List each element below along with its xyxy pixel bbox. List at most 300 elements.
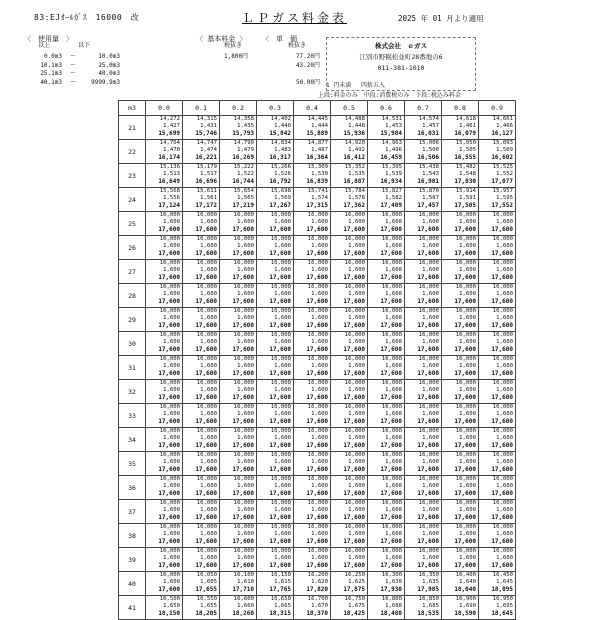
consumption-tax: 1,600 — [163, 531, 180, 538]
consumption-tax: 1,600 — [422, 531, 439, 538]
consumption-tax: 1,600 — [311, 555, 328, 562]
price-excl-tax: 16,000 — [233, 476, 254, 482]
price-excl-tax: 14,574 — [418, 116, 439, 122]
price-incl-tax: 17,600 — [417, 538, 439, 546]
price-excl-tax: 16,000 — [196, 476, 217, 482]
price-cell — [220, 500, 257, 524]
consumption-tax: 1,600 — [200, 555, 217, 562]
price-incl-tax: 17,600 — [306, 346, 328, 354]
price-incl-tax: 17,600 — [269, 394, 291, 402]
price-cell — [220, 236, 257, 260]
consumption-tax: 1,600 — [237, 219, 254, 226]
row-volume-label: 38 — [119, 524, 146, 548]
price-excl-tax: 16,000 — [492, 380, 513, 386]
consumption-tax: 1,600 — [200, 243, 217, 250]
price-incl-tax: 16,031 — [417, 130, 439, 138]
price-incl-tax: 17,600 — [195, 538, 217, 546]
consumption-tax: 1,600 — [385, 243, 402, 250]
price-cell — [294, 116, 331, 140]
usage-range-to: 25.0m3 — [98, 61, 120, 69]
price-incl-tax: 17,600 — [454, 442, 476, 450]
price-incl-tax: 17,600 — [306, 538, 328, 546]
price-incl-tax: 17,600 — [195, 394, 217, 402]
price-incl-tax: 17,600 — [380, 490, 402, 498]
price-excl-tax: 16,950 — [492, 596, 513, 602]
price-excl-tax: 16,000 — [233, 524, 254, 530]
price-incl-tax: 17,600 — [232, 370, 254, 378]
price-excl-tax: 14,272 — [159, 116, 180, 122]
price-cell — [442, 188, 479, 212]
consumption-tax: 1,600 — [348, 315, 365, 322]
consumption-tax: 1,600 — [200, 531, 217, 538]
price-incl-tax: 17,600 — [306, 514, 328, 522]
consumption-tax: 1,600 — [311, 387, 328, 394]
price-incl-tax: 17,600 — [306, 466, 328, 474]
rate-table — [118, 100, 516, 620]
consumption-tax: 1,600 — [311, 339, 328, 346]
price-excl-tax: 15,698 — [270, 188, 291, 194]
price-excl-tax: 16,000 — [196, 308, 217, 314]
price-cell — [146, 500, 183, 524]
price-excl-tax: 16,000 — [196, 548, 217, 554]
price-excl-tax: 14,661 — [492, 116, 513, 122]
price-incl-tax: 17,600 — [491, 370, 513, 378]
price-excl-tax: 14,531 — [381, 116, 402, 122]
price-excl-tax: 15,006 — [418, 140, 439, 146]
price-cell — [442, 140, 479, 164]
price-excl-tax: 16,000 — [381, 332, 402, 338]
price-excl-tax: 16,000 — [455, 212, 476, 218]
price-cell — [220, 164, 257, 188]
price-cell — [146, 428, 183, 452]
table-row — [119, 596, 516, 620]
consumption-tax: 1,600 — [274, 219, 291, 226]
price-incl-tax: 17,600 — [380, 394, 402, 402]
usage-range-row — [32, 79, 122, 88]
row-volume-label: 24 — [119, 188, 146, 212]
price-cell — [294, 500, 331, 524]
price-cell — [294, 308, 331, 332]
price-excl-tax: 16,000 — [418, 380, 439, 386]
price-cell — [442, 572, 479, 596]
price-excl-tax: 16,000 — [418, 428, 439, 434]
price-excl-tax: 16,000 — [344, 380, 365, 386]
price-incl-tax: 17,875 — [343, 586, 365, 594]
price-incl-tax: 17,600 — [491, 418, 513, 426]
consumption-tax: 1,600 — [459, 483, 476, 490]
price-cell — [479, 140, 516, 164]
price-cell — [183, 452, 220, 476]
price-incl-tax: 17,600 — [343, 466, 365, 474]
consumption-tax: 1,427 — [163, 123, 180, 130]
row-volume-label: 33 — [119, 404, 146, 428]
price-excl-tax: 16,050 — [196, 572, 217, 578]
price-cell — [294, 428, 331, 452]
unit-price-value: 77.20円 — [295, 53, 320, 60]
consumption-tax: 1,600 — [348, 387, 365, 394]
price-excl-tax: 16,000 — [492, 260, 513, 266]
unit-price-label: 〈 単 価 — [262, 35, 297, 43]
consumption-tax: 1,600 — [459, 507, 476, 514]
price-cell — [331, 236, 368, 260]
table-row — [119, 212, 516, 236]
price-cell — [220, 356, 257, 380]
price-excl-tax: 16,000 — [418, 404, 439, 410]
price-incl-tax: 17,600 — [417, 274, 439, 282]
consumption-tax: 1,578 — [348, 195, 365, 202]
consumption-tax: 1,600 — [311, 243, 328, 250]
price-incl-tax: 17,600 — [232, 394, 254, 402]
price-cell — [331, 140, 368, 164]
price-incl-tax: 17,600 — [269, 418, 291, 426]
consumption-tax: 1,600 — [496, 267, 513, 274]
price-incl-tax: 17,600 — [232, 514, 254, 522]
price-excl-tax: 16,000 — [344, 212, 365, 218]
price-cell — [146, 548, 183, 572]
price-incl-tax: 17,600 — [343, 562, 365, 570]
company-name: 株式会社 ｅガス — [375, 42, 427, 50]
basic-fee-value: 1,800円 — [224, 53, 249, 60]
price-cell — [220, 308, 257, 332]
price-cell — [146, 284, 183, 308]
price-excl-tax: 15,395 — [381, 164, 402, 170]
price-cell — [442, 164, 479, 188]
price-cell — [146, 260, 183, 284]
price-cell — [294, 212, 331, 236]
price-incl-tax: 15,984 — [380, 130, 402, 138]
price-incl-tax: 17,600 — [454, 322, 476, 330]
row-volume-label: 36 — [119, 476, 146, 500]
unit-price-values — [280, 53, 320, 87]
rounding-note: 1 円未満 四捨五入 — [326, 82, 385, 89]
consumption-tax: 1,600 — [348, 219, 365, 226]
consumption-tax: 1,600 — [385, 363, 402, 370]
price-excl-tax: 16,000 — [270, 356, 291, 362]
price-excl-tax: 16,000 — [381, 524, 402, 530]
consumption-tax: 1,600 — [237, 267, 254, 274]
price-cell — [294, 284, 331, 308]
price-incl-tax: 17,600 — [195, 298, 217, 306]
consumption-tax: 1,474 — [200, 147, 217, 154]
price-cell — [479, 596, 516, 620]
price-excl-tax: 16,000 — [344, 356, 365, 362]
price-incl-tax: 17,600 — [454, 466, 476, 474]
price-cell — [405, 164, 442, 188]
price-cell — [368, 500, 405, 524]
consumption-tax: 1,591 — [459, 195, 476, 202]
usage-range-from: 0.0m3 — [43, 53, 62, 60]
price-incl-tax: 18,315 — [269, 610, 291, 618]
usage-range-row — [32, 53, 122, 62]
price-cell — [183, 404, 220, 428]
price-incl-tax: 17,600 — [158, 586, 180, 594]
price-incl-tax: 17,600 — [306, 418, 328, 426]
price-cell — [294, 476, 331, 500]
price-incl-tax: 17,600 — [158, 250, 180, 258]
consumption-tax: 1,600 — [311, 507, 328, 514]
price-cell — [368, 548, 405, 572]
price-incl-tax: 17,600 — [269, 346, 291, 354]
price-incl-tax: 16,887 — [343, 178, 365, 186]
price-incl-tax: 17,600 — [343, 226, 365, 234]
price-incl-tax: 17,600 — [158, 562, 180, 570]
price-excl-tax: 16,000 — [307, 236, 328, 242]
usage-range-from: 25.1m3 — [40, 70, 62, 77]
price-cell — [220, 404, 257, 428]
price-incl-tax: 17,600 — [380, 226, 402, 234]
price-incl-tax: 17,600 — [417, 466, 439, 474]
consumption-tax: 1,600 — [496, 435, 513, 442]
price-excl-tax: 16,000 — [159, 548, 180, 554]
price-excl-tax: 15,525 — [492, 164, 513, 170]
price-incl-tax: 17,600 — [491, 250, 513, 258]
price-excl-tax: 16,000 — [196, 260, 217, 266]
price-cell — [331, 452, 368, 476]
price-incl-tax: 17,600 — [491, 226, 513, 234]
row-legend: 上段:料金のみ 中段:消費税のみ 下段:税込み料金 — [318, 92, 461, 99]
price-excl-tax: 16,000 — [307, 212, 328, 218]
consumption-tax: 1,600 — [459, 459, 476, 466]
price-excl-tax: 16,000 — [455, 452, 476, 458]
consumption-tax: 1,600 — [459, 315, 476, 322]
price-cell — [183, 212, 220, 236]
price-excl-tax: 16,000 — [233, 452, 254, 458]
consumption-tax: 1,600 — [459, 243, 476, 250]
price-excl-tax: 16,000 — [307, 476, 328, 482]
price-incl-tax: 17,600 — [269, 490, 291, 498]
price-cell — [294, 332, 331, 356]
price-incl-tax: 17,600 — [232, 322, 254, 330]
price-incl-tax: 16,317 — [269, 154, 291, 162]
price-excl-tax: 16,000 — [307, 380, 328, 386]
consumption-tax: 1,539 — [385, 171, 402, 178]
price-cell — [183, 140, 220, 164]
price-excl-tax: 16,550 — [196, 596, 217, 602]
consumption-tax: 1,670 — [311, 603, 328, 610]
price-cell — [479, 500, 516, 524]
price-cell — [442, 596, 479, 620]
price-cell — [294, 524, 331, 548]
consumption-tax: 1,522 — [237, 171, 254, 178]
consumption-tax: 1,600 — [274, 531, 291, 538]
consumption-tax: 1,600 — [311, 483, 328, 490]
price-excl-tax: 14,920 — [344, 140, 365, 146]
price-incl-tax: 16,079 — [454, 130, 476, 138]
usage-range-sep: ～ — [69, 70, 76, 77]
price-incl-tax: 17,600 — [158, 514, 180, 522]
price-cell — [220, 428, 257, 452]
price-incl-tax: 17,600 — [232, 298, 254, 306]
price-incl-tax: 15,842 — [269, 130, 291, 138]
price-incl-tax: 17,600 — [380, 274, 402, 282]
consumption-tax: 1,600 — [237, 459, 254, 466]
usage-ranges — [32, 53, 122, 87]
price-cell — [405, 332, 442, 356]
consumption-tax: 1,556 — [163, 195, 180, 202]
price-incl-tax: 17,600 — [232, 226, 254, 234]
price-cell — [405, 284, 442, 308]
price-excl-tax: 16,000 — [159, 332, 180, 338]
price-incl-tax: 17,600 — [269, 442, 291, 450]
consumption-tax: 1,600 — [163, 411, 180, 418]
consumption-tax: 1,600 — [274, 507, 291, 514]
price-incl-tax: 17,600 — [417, 562, 439, 570]
price-excl-tax: 15,222 — [233, 164, 254, 170]
price-excl-tax: 16,000 — [492, 332, 513, 338]
table-row — [119, 572, 516, 596]
price-excl-tax: 16,000 — [270, 524, 291, 530]
consumption-tax: 1,582 — [385, 195, 402, 202]
price-incl-tax: 17,600 — [306, 226, 328, 234]
price-cell — [405, 452, 442, 476]
price-cell — [442, 500, 479, 524]
price-excl-tax: 14,877 — [307, 140, 328, 146]
consumption-tax: 1,600 — [163, 339, 180, 346]
consumption-tax: 1,655 — [200, 603, 217, 610]
price-excl-tax: 16,900 — [455, 596, 476, 602]
price-excl-tax: 16,000 — [233, 500, 254, 506]
price-excl-tax: 15,179 — [196, 164, 217, 170]
price-incl-tax: 17,600 — [454, 274, 476, 282]
price-incl-tax: 17,600 — [195, 490, 217, 498]
consumption-tax: 1,600 — [459, 555, 476, 562]
consumption-tax: 1,600 — [385, 339, 402, 346]
price-incl-tax: 17,655 — [195, 586, 217, 594]
consumption-tax: 1,600 — [200, 291, 217, 298]
consumption-tax: 1,600 — [422, 387, 439, 394]
price-cell — [257, 260, 294, 284]
price-cell — [479, 404, 516, 428]
row-volume-label: 39 — [119, 548, 146, 572]
row-volume-label: 22 — [119, 140, 146, 164]
price-excl-tax: 16,000 — [196, 212, 217, 218]
price-incl-tax: 17,600 — [232, 442, 254, 450]
consumption-tax: 1,600 — [311, 291, 328, 298]
price-incl-tax: 17,600 — [491, 442, 513, 450]
price-cell — [183, 572, 220, 596]
price-cell — [183, 284, 220, 308]
consumption-tax: 1,600 — [459, 219, 476, 226]
price-cell — [442, 524, 479, 548]
unit-price-value: 43.20円 — [295, 61, 320, 69]
price-incl-tax: 17,600 — [454, 250, 476, 258]
price-cell — [183, 308, 220, 332]
price-excl-tax: 16,000 — [418, 500, 439, 506]
price-cell — [257, 428, 294, 452]
column-header: 0.8 — [442, 101, 479, 116]
price-excl-tax: 16,000 — [418, 452, 439, 458]
price-excl-tax: 16,000 — [307, 308, 328, 314]
consumption-tax: 1,695 — [496, 603, 513, 610]
consumption-tax: 1,600 — [496, 219, 513, 226]
price-cell — [405, 212, 442, 236]
price-cell — [442, 284, 479, 308]
price-cell — [442, 404, 479, 428]
table-row — [119, 500, 516, 524]
price-cell — [146, 596, 183, 620]
price-incl-tax: 17,600 — [269, 226, 291, 234]
price-excl-tax: 16,000 — [455, 380, 476, 386]
price-cell — [257, 524, 294, 548]
price-excl-tax: 16,000 — [492, 212, 513, 218]
price-incl-tax: 18,425 — [343, 610, 365, 618]
price-excl-tax: 16,000 — [196, 332, 217, 338]
consumption-tax: 1,487 — [311, 147, 328, 154]
consumption-tax: 1,600 — [459, 363, 476, 370]
consumption-tax: 1,600 — [237, 411, 254, 418]
price-incl-tax: 17,600 — [417, 298, 439, 306]
price-incl-tax: 16,364 — [306, 154, 328, 162]
price-incl-tax: 16,127 — [491, 130, 513, 138]
price-excl-tax: 16,000 — [159, 236, 180, 242]
price-cell — [442, 308, 479, 332]
consumption-tax: 1,600 — [496, 243, 513, 250]
price-excl-tax: 16,000 — [307, 548, 328, 554]
consumption-tax: 1,513 — [163, 171, 180, 178]
price-incl-tax: 17,600 — [380, 370, 402, 378]
price-excl-tax: 16,750 — [344, 596, 365, 602]
consumption-tax: 1,600 — [311, 315, 328, 322]
price-cell — [257, 452, 294, 476]
price-incl-tax: 16,696 — [195, 178, 217, 186]
consumption-tax: 1,548 — [459, 171, 476, 178]
price-incl-tax: 17,600 — [417, 370, 439, 378]
price-excl-tax: 16,000 — [418, 236, 439, 242]
table-row — [119, 524, 516, 548]
consumption-tax: 1,600 — [422, 507, 439, 514]
price-incl-tax: 17,600 — [417, 322, 439, 330]
price-excl-tax: 16,600 — [233, 596, 254, 602]
price-incl-tax: 17,600 — [417, 514, 439, 522]
price-excl-tax: 16,000 — [159, 452, 180, 458]
price-incl-tax: 18,590 — [454, 610, 476, 618]
price-incl-tax: 18,205 — [195, 610, 217, 618]
price-cell — [368, 284, 405, 308]
basic-fee-label: 〈 基本料金 〉 — [196, 35, 247, 43]
price-incl-tax: 15,746 — [195, 130, 217, 138]
price-cell — [220, 116, 257, 140]
row-volume-label: 40 — [119, 572, 146, 596]
price-excl-tax: 16,000 — [381, 500, 402, 506]
price-cell — [183, 500, 220, 524]
consumption-tax: 1,505 — [459, 147, 476, 154]
price-excl-tax: 16,000 — [455, 500, 476, 506]
price-cell — [442, 332, 479, 356]
consumption-tax: 1,600 — [200, 315, 217, 322]
consumption-tax: 1,600 — [163, 483, 180, 490]
consumption-tax: 1,600 — [496, 315, 513, 322]
consumption-tax: 1,600 — [163, 219, 180, 226]
price-cell — [405, 404, 442, 428]
usage-range-row — [32, 70, 122, 79]
consumption-tax: 1,600 — [237, 507, 254, 514]
price-excl-tax: 16,000 — [307, 452, 328, 458]
price-excl-tax: 16,000 — [492, 308, 513, 314]
price-excl-tax: 15,784 — [344, 188, 365, 194]
consumption-tax: 1,457 — [422, 123, 439, 130]
price-cell — [368, 236, 405, 260]
price-cell — [183, 596, 220, 620]
price-excl-tax: 15,093 — [492, 140, 513, 146]
price-cell — [294, 548, 331, 572]
row-volume-label: 29 — [119, 308, 146, 332]
price-excl-tax: 16,000 — [159, 212, 180, 218]
price-cell — [183, 236, 220, 260]
price-incl-tax: 16,221 — [195, 154, 217, 162]
price-cell — [294, 260, 331, 284]
price-excl-tax: 16,000 — [455, 476, 476, 482]
price-cell — [405, 260, 442, 284]
